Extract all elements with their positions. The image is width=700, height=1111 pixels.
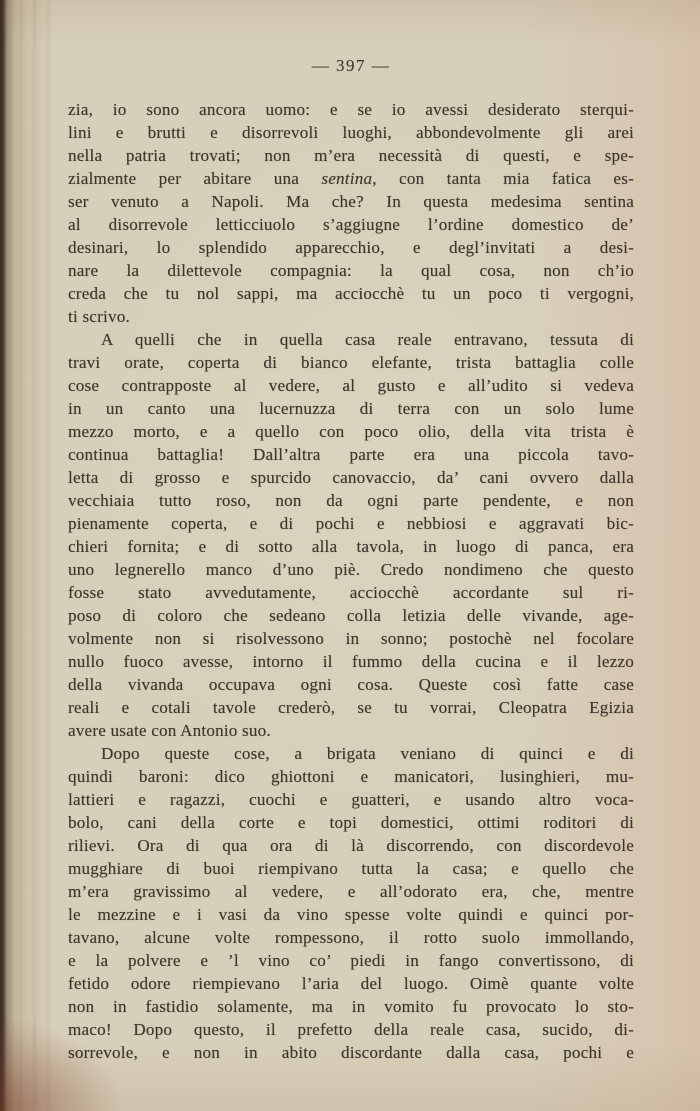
text-line: letta di grosso e spurcido canovaccio, da’ cani ovvero dalla <box>68 468 634 487</box>
text-line: fosse stato avvedutamente, acciocchè accordante sul ri- <box>68 583 634 602</box>
text-line: lini e brutti e disorrevoli luoghi, abbondevolmente gli arei <box>68 123 634 142</box>
text-line: maco! Dopo questo, il prefetto della reale casa, sucido, di- <box>68 1020 634 1039</box>
text-line: continua battaglia! Dall’altra parte era una piccola tavo- <box>68 445 634 464</box>
text-line: avere usate con Antonio suo. <box>68 721 271 740</box>
text-line: Dopo queste cose, a brigata veniano di quinci e di <box>101 744 634 763</box>
text-line: cose contrapposte al vedere, al gusto e all’udito si vedeva <box>68 376 634 395</box>
text-line: lattieri e ragazzi, cuochi e guatteri, e usando altro voca- <box>68 790 634 809</box>
text-line: ti scrivo. <box>68 307 130 326</box>
text-line: in un canto una lucernuzza di terra con un solo lume <box>68 399 634 418</box>
paragraph <box>68 98 634 328</box>
text-line: al disorrevole letticciuolo s’aggiugne l’ordine domestico de’ <box>68 215 634 234</box>
text-line: m’era gravissimo al vedere, e all’odorato era, che, mentre <box>68 882 634 901</box>
text-line: volmente non si risolvessono in sonno; postochè nel focolare <box>68 629 634 648</box>
text-line: creda che tu nol sappi, ma acciocchè tu un poco ti vergogni, <box>68 284 634 303</box>
text-line: tavano, alcune volte rompessono, il rotto suolo immollando, <box>68 928 634 947</box>
text-line: uno legnerello manco d’uno piè. Credo nondimeno che questo <box>68 560 634 579</box>
text-line: zia, io sono ancora uomo: e se io avessi desiderato sterqui- <box>68 100 634 119</box>
text-line: rilievi. Ora di qua ora di là discorrendo, con discordevole <box>68 836 634 855</box>
text-line: desinari, lo splendido apparecchio, e degl’invitati a desi- <box>68 238 634 257</box>
text-line: sorrevole, e non in abito discordante dalla casa, pochi e <box>68 1043 634 1062</box>
text-line: quindi baroni: dico ghiottoni e manicatori, lusinghieri, mu- <box>68 767 634 786</box>
text-line: pienamente coperta, e di pochi e nebbiosi e aggravati bic- <box>68 514 634 533</box>
text-line: le mezzine e i vasi da vino spesse volte quindi e quinci por- <box>68 905 634 924</box>
text-line: non in fastidio solamente, ma in vomito fu provocato lo sto- <box>68 997 634 1016</box>
text-line: bolo, cani della corte e topi domestici, ottimi roditori di <box>68 813 634 832</box>
page-number: — 397 — <box>311 56 391 75</box>
text-line: A quelli che in quella casa reale entravano, tessuta di <box>101 330 634 349</box>
paragraph <box>68 742 634 1064</box>
text-line: ser venuto a Napoli. Ma che? In questa medesima sentina <box>68 192 634 211</box>
text-line: chieri fornita; e di sotto alla tavola, in luogo di panca, era <box>68 537 634 556</box>
text-line: fetido odore riempievano l’aria del luogo. Oimè quante volte <box>68 974 634 993</box>
text-line: vecchiaia tutto roso, non da ogni parte pendente, e non <box>68 491 634 510</box>
text-line: e la polvere e ’l vino co’ piedi in fango convertissono, di <box>68 951 634 970</box>
text-line: zialmente per abitare una sentina, con tanta mia fatica es- <box>68 169 634 188</box>
text-line: mugghiare di buoi riempivano tutta la casa; e quello che <box>68 859 634 878</box>
page-content <box>68 0 634 1064</box>
text-line: travi orate, coperta di bianco elefante, trista battaglia colle <box>68 353 634 372</box>
text-line: della vivanda occupava ogni cosa. Queste così fatte case <box>68 675 634 694</box>
paragraph <box>68 328 634 742</box>
text-line: reali e cotali tavole crederò, se tu vorrai, Cleopatra Egizia <box>68 698 634 717</box>
page-text <box>68 98 634 1064</box>
text-line: mezzo morto, e a quello con poco olio, della vita trista è <box>68 422 634 441</box>
text-line: nare la dilettevole compagnia: la qual cosa, non ch’io <box>68 261 634 280</box>
text-line: nullo fuoco avesse, intorno il fummo della cucina e il lezzo <box>68 652 634 671</box>
text-line: nella patria trovati; non m’era necessità di questi, e spe- <box>68 146 634 165</box>
text-line: poso di coloro che sedeano colla letizia delle vivande, age- <box>68 606 634 625</box>
